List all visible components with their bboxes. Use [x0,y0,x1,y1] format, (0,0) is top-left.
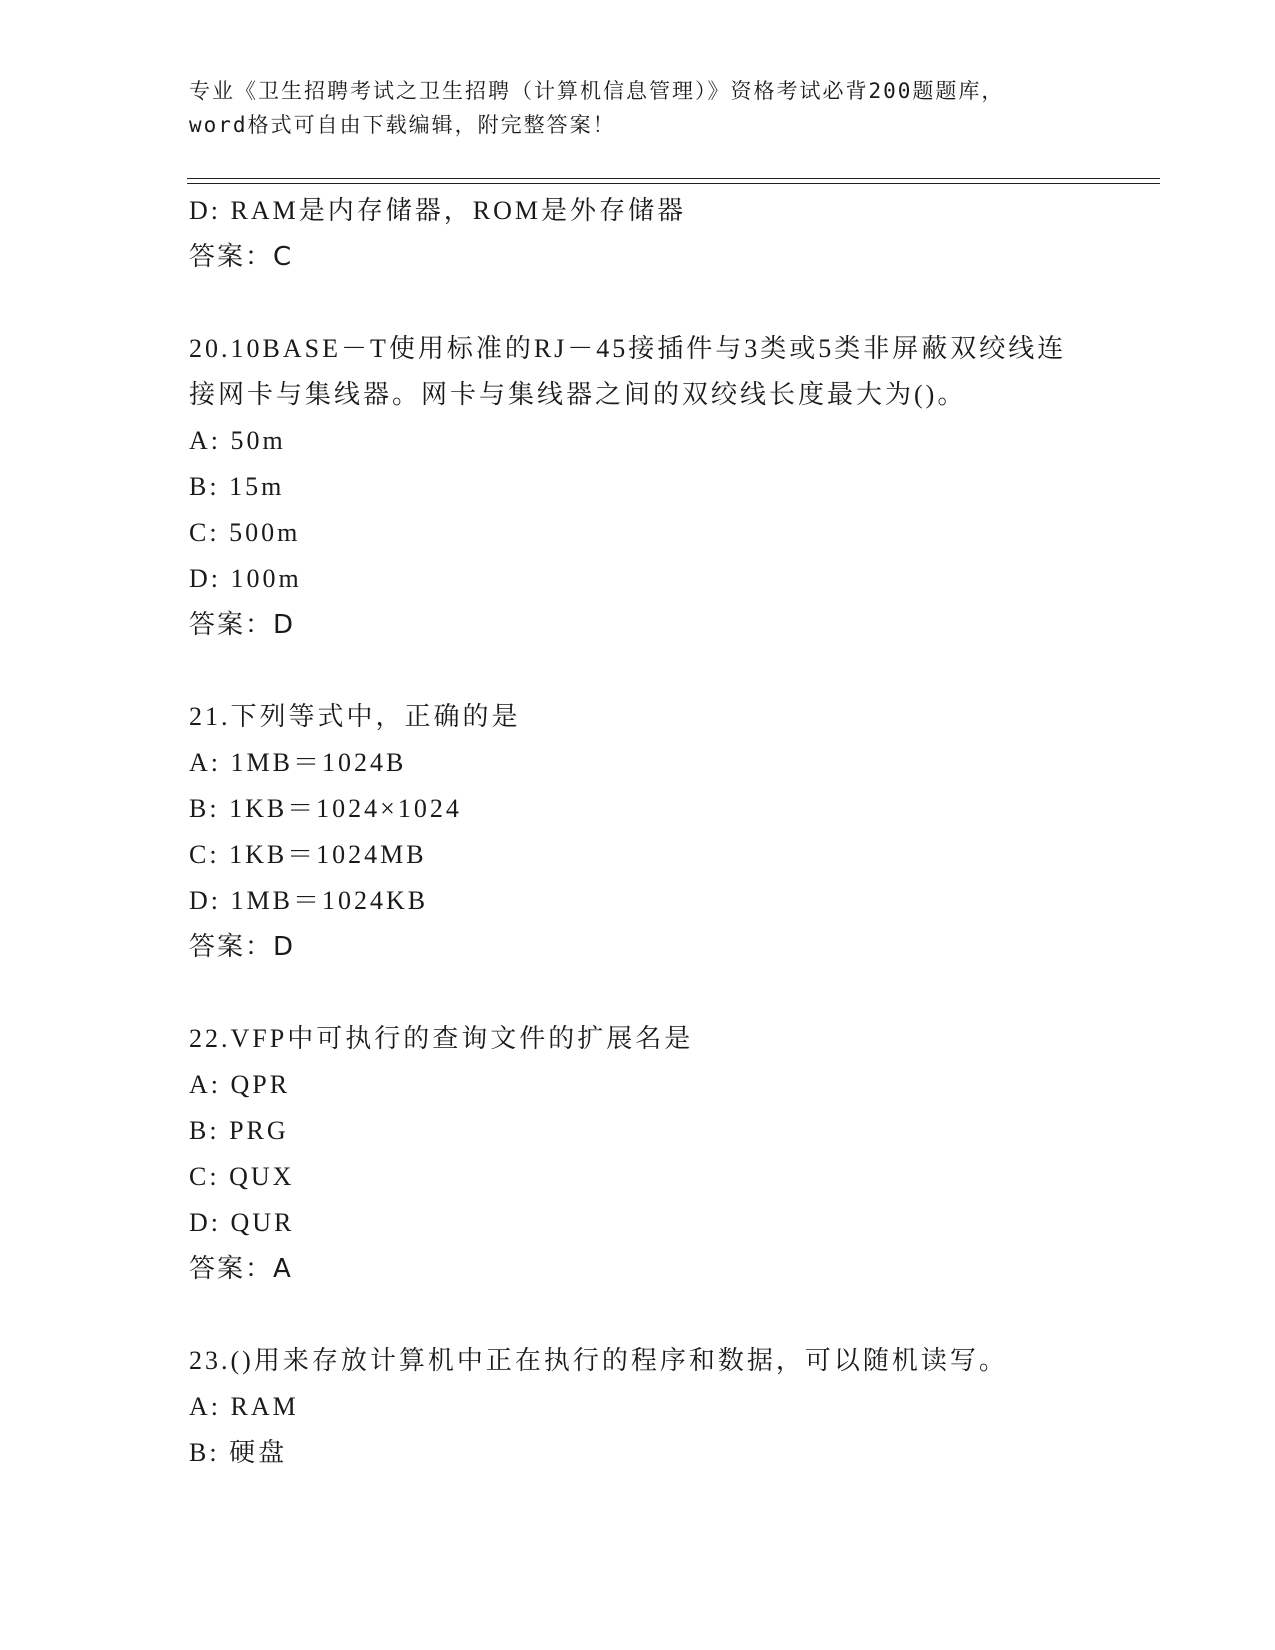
question-22-option-b: B: PRG [189,1116,289,1145]
question-21-option-d: D: 1MB＝1024KB [189,886,429,915]
question-content [189,188,1149,1476]
question-22-option-a: A: QPR [189,1070,291,1099]
header-line-1: 专业《卫生招聘考试之卫生招聘（计算机信息管理）》资格考试必背200题题库， [189,79,1005,103]
question-23-option-a: A: RAM [189,1392,299,1421]
question-22-option-c: C: QUX [189,1162,295,1191]
question-23-option-b: B: 硬盘 [189,1438,288,1467]
question-21-option-c: C: 1KB＝1024MB [189,840,427,869]
question-20-answer: 答案：D [189,610,296,640]
question-23-stem: 23.()用来存放计算机中正在执行的程序和数据，可以随机读写。 [189,1346,1008,1375]
header-divider-top [187,178,1160,179]
question-22-option-d: D: QUR [189,1208,295,1237]
question-20-option-c: C: 500m [189,518,301,547]
document-header [189,74,1089,142]
prev-option-d: D: RAM是内存储器，ROM是外存储器 [189,196,686,225]
question-21-option-a: A: 1MB＝1024B [189,748,407,777]
prev-answer: 答案：C [189,242,294,272]
question-21-option-b: B: 1KB＝1024×1024 [189,794,462,823]
question-21-answer: 答案：D [189,932,296,962]
question-22-stem: 22.VFP中可执行的查询文件的扩展名是 [189,1024,694,1053]
question-21-stem: 21.下列等式中，正确的是 [189,702,521,731]
question-20-stem-line-2: 接网卡与集线器。网卡与集线器之间的双绞线长度最大为()。 [189,380,967,409]
header-line-2: word格式可自由下载编辑，附完整答案！ [189,113,616,137]
question-22-answer: 答案：A [189,1254,293,1284]
question-20-option-a: A: 50m [189,426,286,455]
header-divider-bottom [187,183,1160,184]
question-20-option-b: B: 15m [189,472,285,501]
question-20-stem-line-1: 20.10BASE－T使用标准的RJ－45接插件与3类或5类非屏蔽双绞线连 [189,334,1067,363]
question-20-option-d: D: 100m [189,564,302,593]
